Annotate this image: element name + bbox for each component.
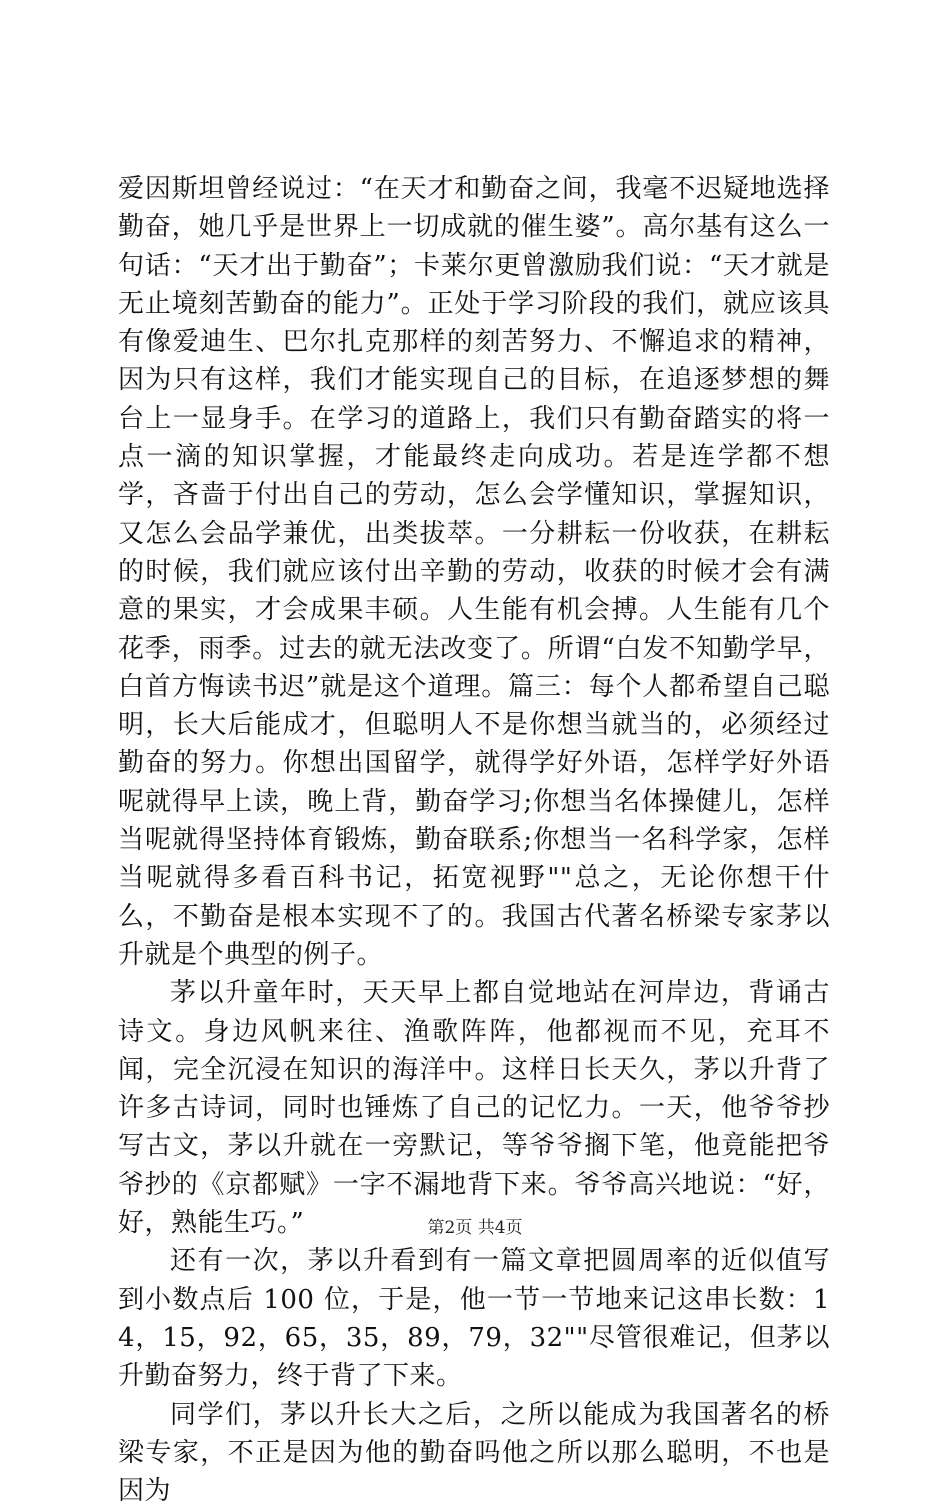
paragraph-conclusion: 同学们，茅以升长大之后，之所以能成为我国著名的桥梁专家，不正是因为他的勤奋吗他之所以那么聪明，不也是因为: [118, 1396, 830, 1510]
body-text: [118, 170, 830, 1510]
paragraph-mao-yisheng-childhood: 茅以升童年时，天天早上都自觉地站在河岸边，背诵古诗文。身边风帆来往、渔歌阵阵，他都视而不见，充耳不闻，完全沉浸在知识的海洋中。这样日长天久，茅以升背了许多古诗词，同时也锤炼了自己的记忆力。一天，他爷爷抄写古文，茅以升就在一旁默记，等爷爷搁下笔，他竟能把爷爷抄的《京都赋》一字不漏地背下来。爷爷高兴地说：“好，好，熟能生巧。”: [118, 974, 830, 1242]
page-footer: 第2页 共4页: [0, 1213, 950, 1238]
paragraph-pi-memorization: 还有一次，茅以升看到有一篇文章把圆周率的近似值写到小数点后 100 位，于是，他一节一节地来记这串长数：14，15，92，65，35，89，79，32""尽管很难记，但茅以升勤奋努力，终于背了下来。: [118, 1242, 830, 1395]
paragraph-einstein-quote: 爱因斯坦曾经说过：“在天才和勤奋之间，我毫不迟疑地选择勤奋，她几乎是世界上一切成就的催生婆”。高尔基有这么一句话：“天才出于勤奋”；卡莱尔更曾激励我们说：“天才就是无止境刻苦勤奋的能力”。正处于学习阶段的我们，就应该具有像爱迪生、巴尔扎克那样的刻苦努力、不懈追求的精神，因为只有这样，我们才能实现自己的目标，在追逐梦想的舞台上一显身手。在学习的道路上，我们只有勤奋踏实的将一点一滴的知识掌握，才能最终走向成功。若是连学都不想学，吝啬于付出自己的劳动，怎么会学懂知识，掌握知识，又怎么会品学兼优，出类拔萃。一分耕耘一份收获，在耕耘的时候，我们就应该付出辛勤的劳动，收获的时候才会有满意的果实，才会成果丰硕。人生能有机会搏。人生能有几个花季，雨季。过去的就无法改变了。所谓“白发不知勤学早，白首方悔读书迟”就是这个道理。篇三：每个人都希望自己聪明，长大后能成才，但聪明人不是你想当就当的，必须经过勤奋的努力。你想出国留学，就得学好外语，怎样学好外语呢就得早上读，晚上背，勤奋学习;你想当名体操健儿，怎样当呢就得坚持体育锻炼，勤奋联系;你想当一名科学家，怎样当呢就得多看百科书记，拓宽视野""总之，无论你想干什么，不勤奋是根本实现不了的。我国古代著名桥梁专家茅以升就是个典型的例子。: [118, 170, 830, 974]
